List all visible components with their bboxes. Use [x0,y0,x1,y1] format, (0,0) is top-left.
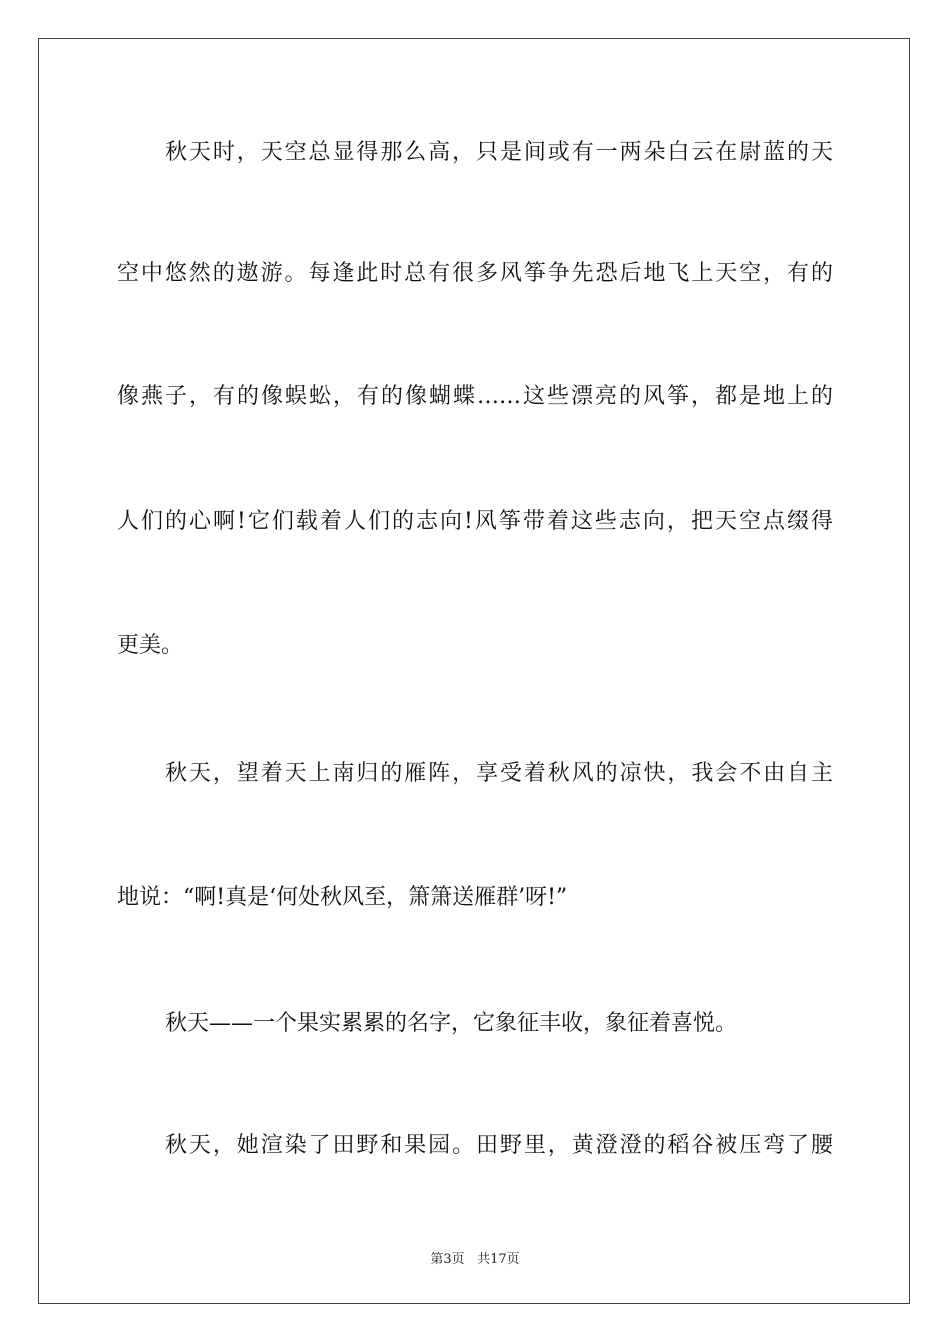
page-border [38,38,910,1304]
paragraph-1-line-1: 秋天时，天空总显得那么高，只是间或有一两朵白云在尉蓝的天 [165,140,833,165]
paragraph-1-line-5: 更美。 [117,633,184,658]
paragraph-2-line-2: 地说：“啊!真是‘何处秋风至，箫箫送雁群’呀!” [117,885,568,910]
page-total: 共17页 [477,1252,520,1267]
paragraph-3-line-1: 秋天——一个果实累累的名字，它象征丰收，象征着喜悦。 [165,1011,738,1036]
page-footer [0,1248,950,1267]
paragraph-1-line-4: 人们的心啊!它们载着人们的志向!风筝带着这些志向，把天空点缀得 [117,509,833,534]
paragraph-2-line-1: 秋天，望着天上南归的雁阵，享受着秋风的凉快，我会不由自主 [165,761,833,786]
page-number: 第3页 [430,1252,465,1267]
paragraph-4-line-1: 秋天，她渲染了田野和果园。田野里，黄澄澄的稻谷被压弯了腰 [165,1133,833,1158]
paragraph-1-line-2: 空中悠然的遨游。每逢此时总有很多风筝争先恐后地飞上天空，有的 [117,261,833,286]
paragraph-1-line-3: 像燕子，有的像蜈蚣，有的像蝴蝶……这些漂亮的风筝，都是地上的 [117,384,833,409]
